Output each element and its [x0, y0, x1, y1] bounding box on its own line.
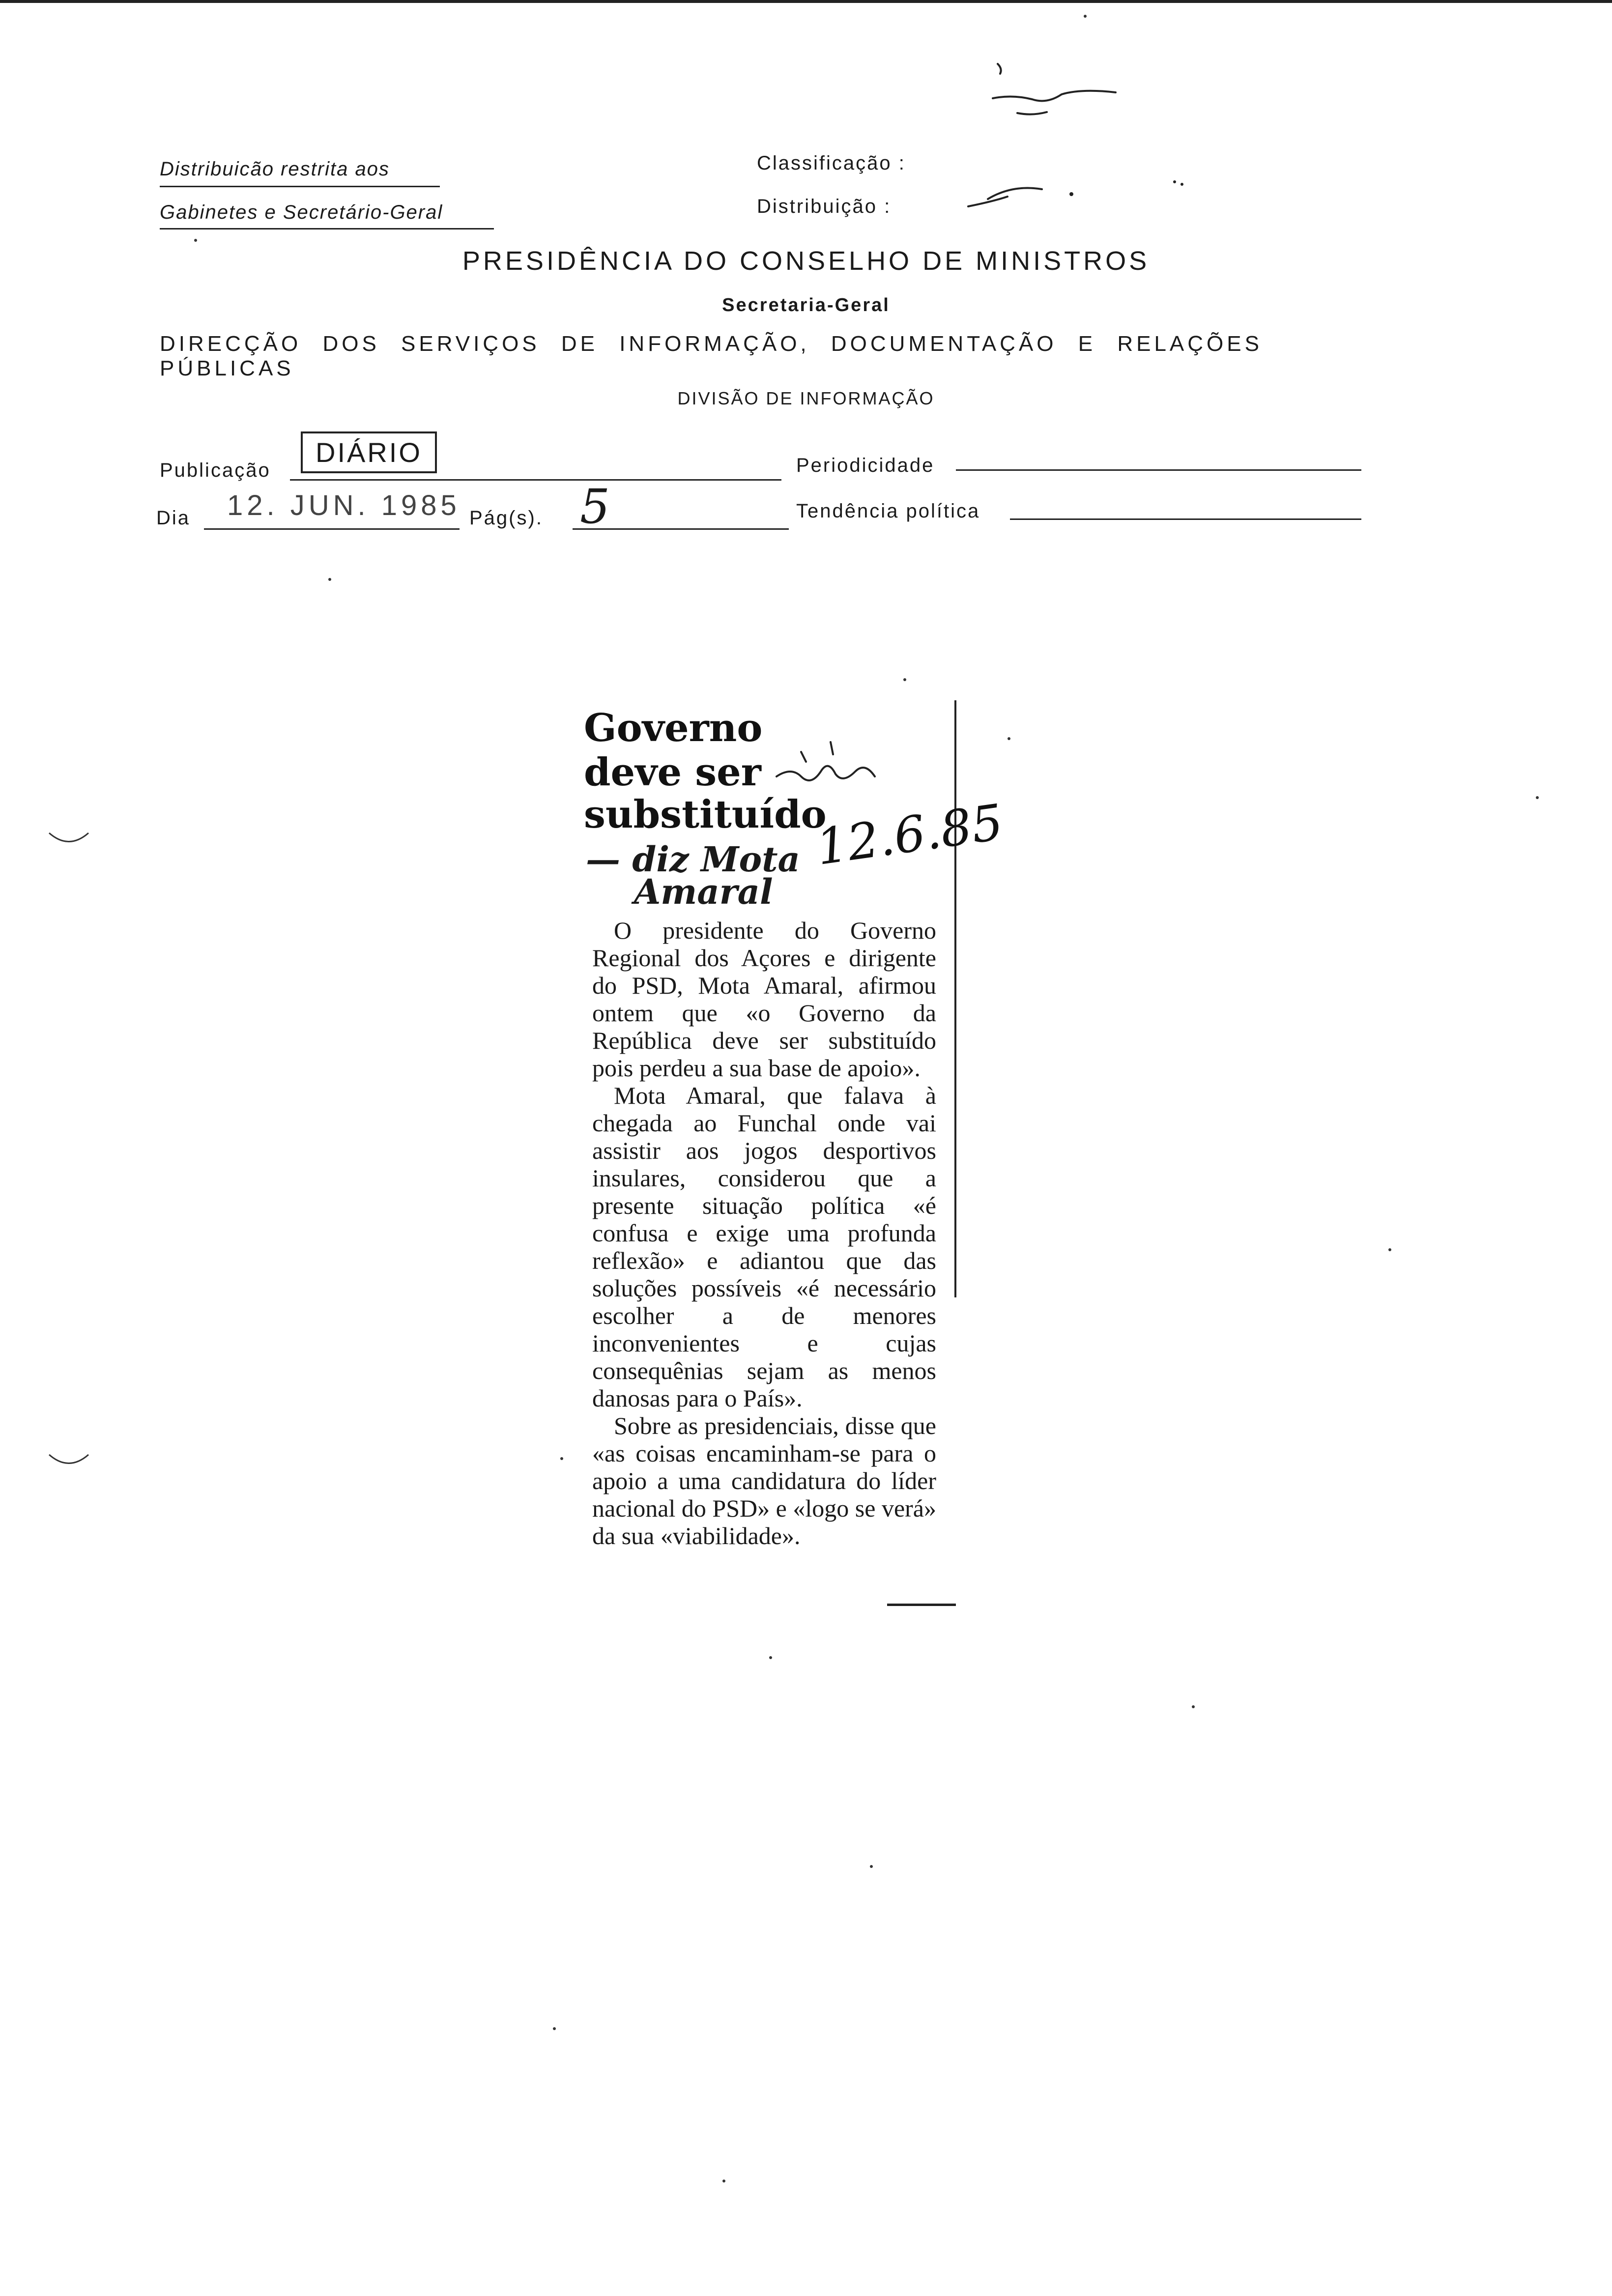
punch-hole-mark-icon [47, 1452, 91, 1472]
pags-label: Pág(s). [469, 507, 543, 529]
headline-line-2: deve ser [584, 750, 761, 795]
article-body [592, 917, 936, 1550]
handwritten-scribble-icon [772, 737, 899, 796]
distribuicao-label: Distribuição : [757, 196, 892, 217]
article-paragraph-3: Sobre as presidenciais, disse que «as coisas encaminham-se para o apoio a uma candidatura do líder nacional do PSD» e «logo se verá» da sua «viabilidade». [592, 1412, 936, 1550]
subhead-line-1: — diz Mota [586, 839, 800, 880]
dia-line [204, 528, 460, 530]
distribution-underline-2 [160, 228, 494, 230]
headline-line-3: substituído [584, 792, 827, 837]
scan-speck [769, 1656, 772, 1659]
scan-speck [553, 2027, 556, 2030]
pags-handwritten-value: 5 [580, 479, 610, 534]
dia-date-stamp: 12. JUN. 1985 [227, 489, 461, 521]
scan-speck [1008, 737, 1010, 740]
scan-speck [903, 678, 906, 681]
handwritten-marks-icon [958, 59, 1204, 216]
secretaria-geral: Secretaria-Geral [722, 295, 890, 316]
headline-line-1: Governo [584, 706, 763, 750]
distribution-line-1: Distribuicão restrita aos [160, 158, 390, 180]
periodicidade-line [956, 469, 1361, 471]
scan-top-edge [0, 0, 1612, 3]
distribution-line-2: Gabinetes e Secretário-Geral [160, 201, 443, 223]
scan-speck [1084, 15, 1087, 18]
direccao-servicos: DIRECÇÃO DOS SERVIÇOS DE INFORMAÇÃO, DOCUMENTAÇÃO E RELAÇÕES PÚBLICAS [160, 332, 1263, 380]
tendencia-line [1010, 518, 1361, 520]
publicacao-label: Publicação [160, 459, 271, 481]
classificacao-label: Classificação : [757, 152, 906, 174]
article-end-rule [887, 1604, 956, 1606]
article-paragraph-2: Mota Amaral, que falava à chegada ao Funchal onde vai assistir aos jogos desportivos insulares, considerou que a presente situação política «é confusa e exige uma profunda reflexão» e adiantou que das soluções possíveis «é necessário escolher a de menores inconvenientes e cujas consequênias sejam as menos danosas para o País». [592, 1082, 936, 1412]
scan-speck [870, 1865, 873, 1868]
punch-hole-mark-icon [47, 831, 91, 850]
scan-speck [328, 578, 331, 581]
publicacao-stamp: DIÁRIO [301, 431, 437, 473]
subhead-line-2: Amaral [634, 871, 773, 912]
scan-speck [194, 239, 197, 242]
distribution-underline-1 [160, 186, 440, 187]
handwritten-date-note: 12.6.85 [812, 793, 1007, 876]
divisao-informacao: DIVISÃO DE INFORMAÇÃO [677, 388, 935, 408]
scan-speck [1536, 796, 1539, 799]
institution-title: PRESIDÊNCIA DO CONSELHO DE MINISTROS [462, 246, 1150, 276]
scan-speck [560, 1457, 563, 1460]
scan-speck [722, 2180, 725, 2182]
tendencia-label: Tendência política [796, 500, 980, 522]
article-paragraph-1: O presidente do Governo Regional dos Açores e dirigente do PSD, Mota Amaral, afirmou ontem que «o Governo da República deve ser substituído pois perdeu a sua base de apoio». [592, 917, 936, 1082]
periodicidade-label: Periodicidade [796, 455, 935, 476]
dia-label: Dia [156, 507, 191, 529]
publicacao-line [290, 479, 781, 481]
scan-speck [1388, 1248, 1391, 1251]
clipping-column-rule [954, 700, 956, 1297]
scan-speck [1192, 1705, 1195, 1708]
